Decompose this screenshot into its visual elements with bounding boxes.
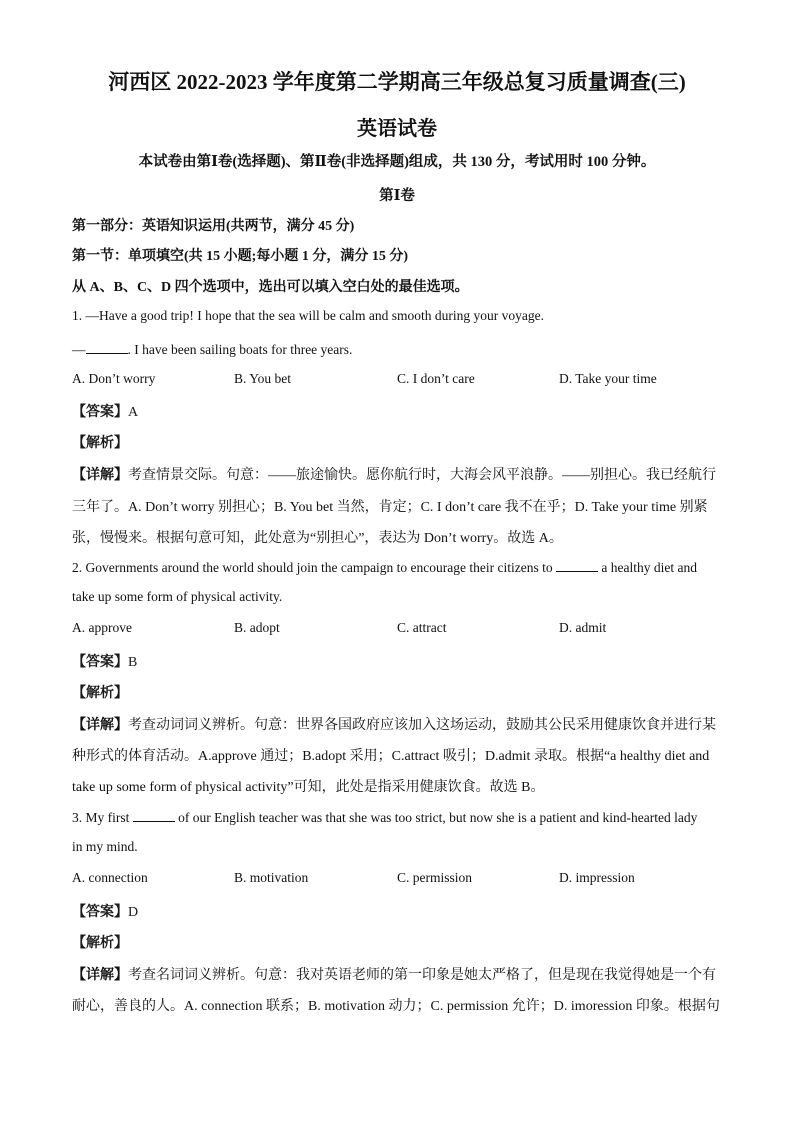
q3-option-c: C. permission [397,870,473,885]
q2-answer-label: 【答案】 [72,655,128,670]
q3-option-d: D. impression [559,870,635,885]
q2-blank [556,558,598,572]
q1-detail-line1 [72,464,722,484]
q3-answer-label: 【答案】 [72,905,128,920]
q1-answer-value: A [128,405,139,420]
q1-detail-line2: 三年了。A. Don’t worry 别担心；B. You bet 当然，肯定；C. I don’t care 我不在乎；D. Take your time 别紧 [72,500,708,515]
q3-answer-value: D [128,905,139,920]
q2-stem [72,558,722,576]
q1-blank [86,340,128,354]
q1-stem: 1. —Have a good trip! I hope that the sea will be calm and smooth during your voyage. [72,308,545,323]
q1-detail-label: 【详解】 [72,468,128,483]
q2-analysis-label: 【解析】 [72,686,128,701]
q3-stem-line2: in my mind. [72,839,138,854]
instruction: 从 A、B、C、D 四个选项中，选出可以填入空白处的最佳选项。 [72,280,469,295]
q1-stem-line2 [72,340,722,358]
q3-option-b: B. motivation [234,870,309,885]
q1-answer-row [72,401,138,421]
q1-dash: — [72,342,86,357]
q3-option-a: A. connection [72,870,148,885]
q3-stem-start: 3. My first [72,810,133,825]
q1-answer-label: 【答案】 [72,405,128,420]
q2-answer-row [72,651,137,671]
q1-option-b: B. You bet [234,371,292,386]
q3-detail-text: 考查名词词义辨析。句意：我对英语老师的第一印象是她太严格了，但是现在我觉得她是一个有 [128,968,716,983]
q3-stem [72,808,722,826]
q2-stem-start: 2. Governments around the world should join the campaign to encourage their citizens to [72,560,556,575]
q3-detail-line2: 耐心，善良的人。A. connection 联系；B. motivation 动力；C. permission 允许；D. imoression 印象。根据句 [72,999,720,1014]
q2-option-a: A. approve [72,620,132,635]
q2-stem-line2: take up some form of physical activity. [72,589,283,604]
q1-analysis-label: 【解析】 [72,436,128,451]
q2-detail-text: 考查动词词义辨析。句意：世界各国政府应该加入这场运动，鼓励其公民采用健康饮食并进行某 [128,718,716,733]
q1-option-a: A. Don’t worry [72,371,156,386]
q2-detail-line1 [72,714,722,734]
q2-answer-value: B [128,655,138,670]
q1-detail-line3: 张，慢慢来。根据句意可知，此处意为“别担心”，表达为 Don’t worry。故选 A。 [72,531,563,546]
q2-option-c: C. attract [397,620,447,635]
q1-detail-text: 考查情景交际。句意：——旅途愉快。愿你航行时，大海会风平浪静。——别担心。我已经航行 [128,468,716,483]
part-heading: 第一部分：英语知识运用(共两节，满分 45 分) [72,219,355,234]
q3-blank [133,808,175,822]
q3-detail-label: 【详解】 [72,968,128,983]
q3-answer-row [72,901,138,921]
q1-option-d: D. Take your time [559,371,657,386]
volume-heading: 第Ⅰ卷 [379,188,415,204]
section-heading: 第一节：单项填空(共 15 小题;每小题 1 分，满分 15 分) [72,249,408,264]
q2-detail-line2: 种形式的体育活动。A.approve 通过；B.adopt 采用；C.attract 吸引；D.admit 录取。根据“a healthy diet and [72,749,710,764]
q3-detail-line1 [72,964,722,984]
q1-stem-rest: . I have been sailing boats for three years. [127,342,353,357]
q3-analysis-label: 【解析】 [72,936,128,951]
exam-note: 本试卷由第Ⅰ卷(选择题)、第Ⅱ卷(非选择题)组成，共 130 分，考试用时 100 分钟。 [138,154,656,170]
exam-subject: 英语试卷 [357,118,437,140]
q2-option-b: B. adopt [234,620,280,635]
exam-title: 河西区 2022-2023 学年度第二学期高三年级总复习质量调查(三) [108,70,686,94]
q2-detail-line3: take up some form of physical activity”可知，此处是指采用健康饮食。故选 B。 [72,780,545,795]
q2-option-d: D. admit [559,620,607,635]
q2-stem-end: a healthy diet and [598,560,697,575]
q3-stem-end: of our English teacher was that she was too strict, but now she is a patient and kind-hearted lady [174,810,698,825]
q2-detail-label: 【详解】 [72,718,128,733]
q1-option-c: C. I don’t care [397,371,475,386]
